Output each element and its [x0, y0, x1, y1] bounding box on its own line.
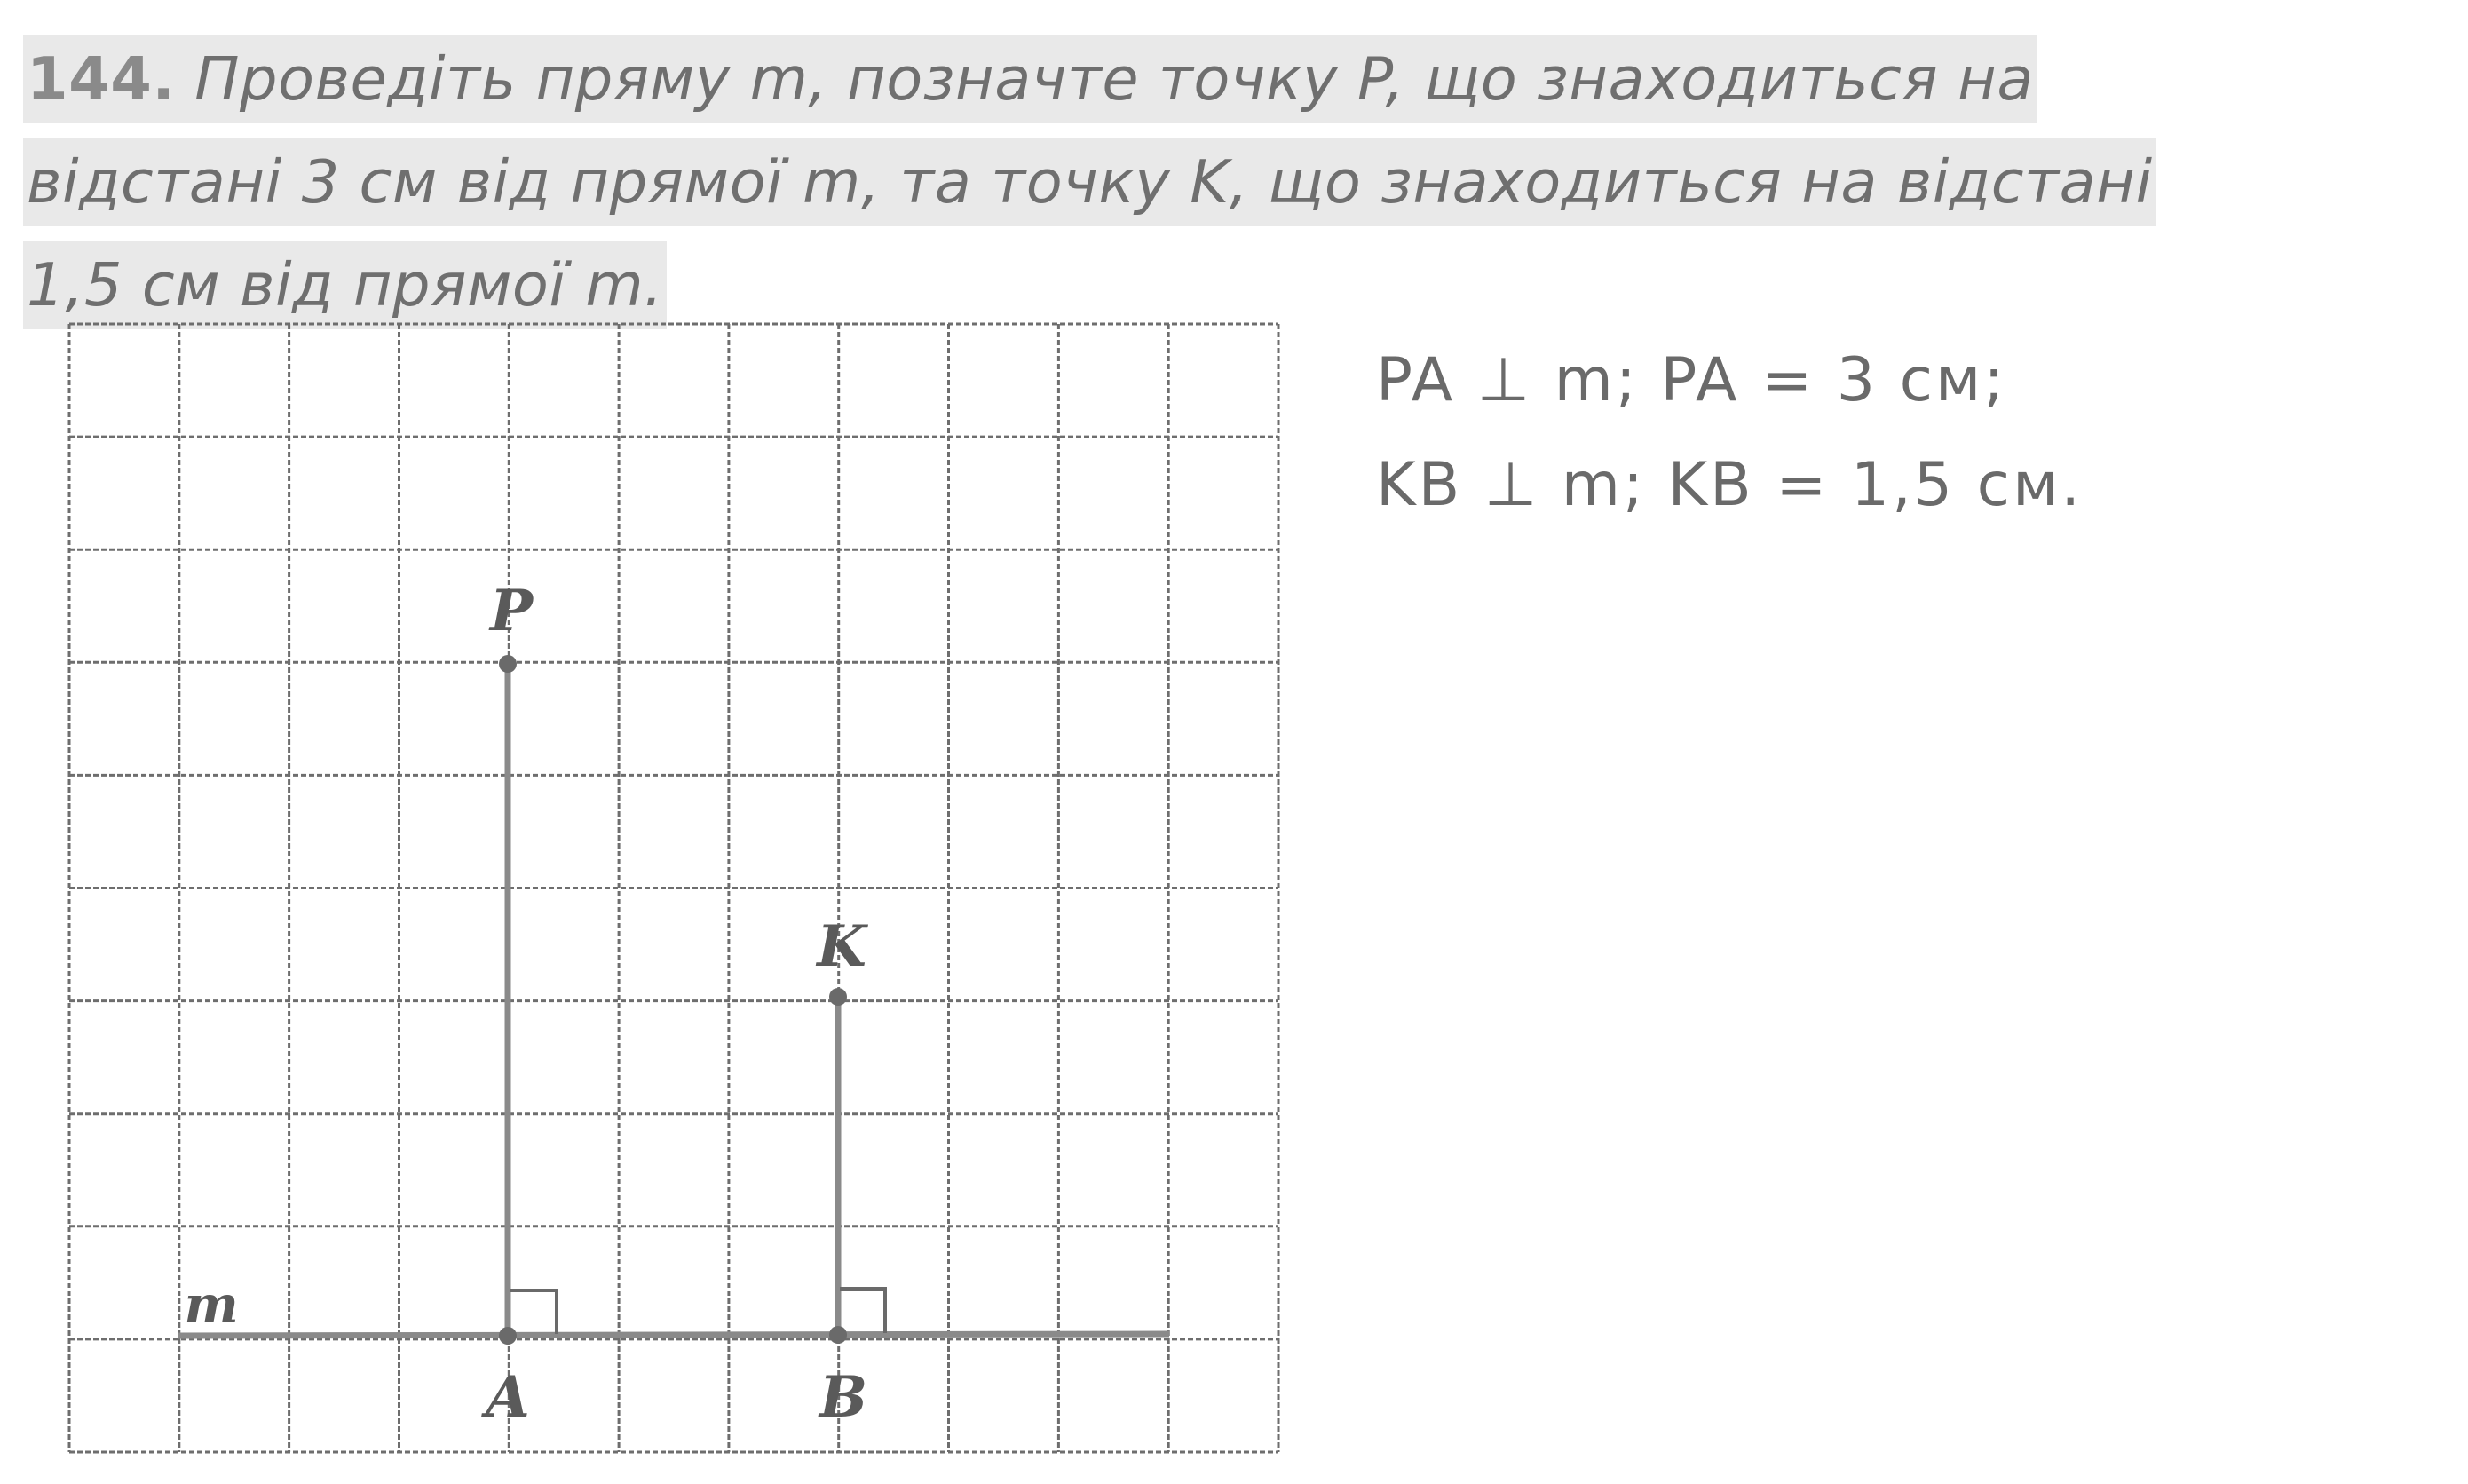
right-angle-mark-a: [510, 1291, 557, 1334]
answer-line-1: PA ⊥ m; PA = 3 см;: [1376, 345, 2007, 415]
label-p: P: [489, 578, 534, 644]
label-m: m: [184, 1275, 239, 1335]
point-p-dot: [499, 655, 517, 673]
line-m: [178, 1334, 1169, 1336]
label-k: K: [817, 913, 866, 980]
problem-text-3: 1,5 см від прямої m.: [27, 250, 663, 320]
problem-text-2: відстані 3 см від прямої m, та точку K, що знаходиться на відстані: [27, 147, 2153, 217]
point-k-dot: [829, 988, 847, 1006]
point-a-dot: [499, 1327, 517, 1345]
label-a: A: [486, 1364, 530, 1431]
right-angle-mark-b: [840, 1289, 885, 1333]
problem-text-1: Проведіть пряму m, позначте точку P, що знаходиться на: [194, 44, 2034, 114]
problem-number: 144.: [27, 44, 176, 114]
point-b-dot: [829, 1326, 847, 1344]
label-b: B: [819, 1364, 868, 1431]
answer-block: [1376, 328, 2083, 538]
grid-paper: [69, 324, 1278, 1452]
answer-line-2: KB ⊥ m; KB = 1,5 см.: [1376, 450, 2083, 520]
